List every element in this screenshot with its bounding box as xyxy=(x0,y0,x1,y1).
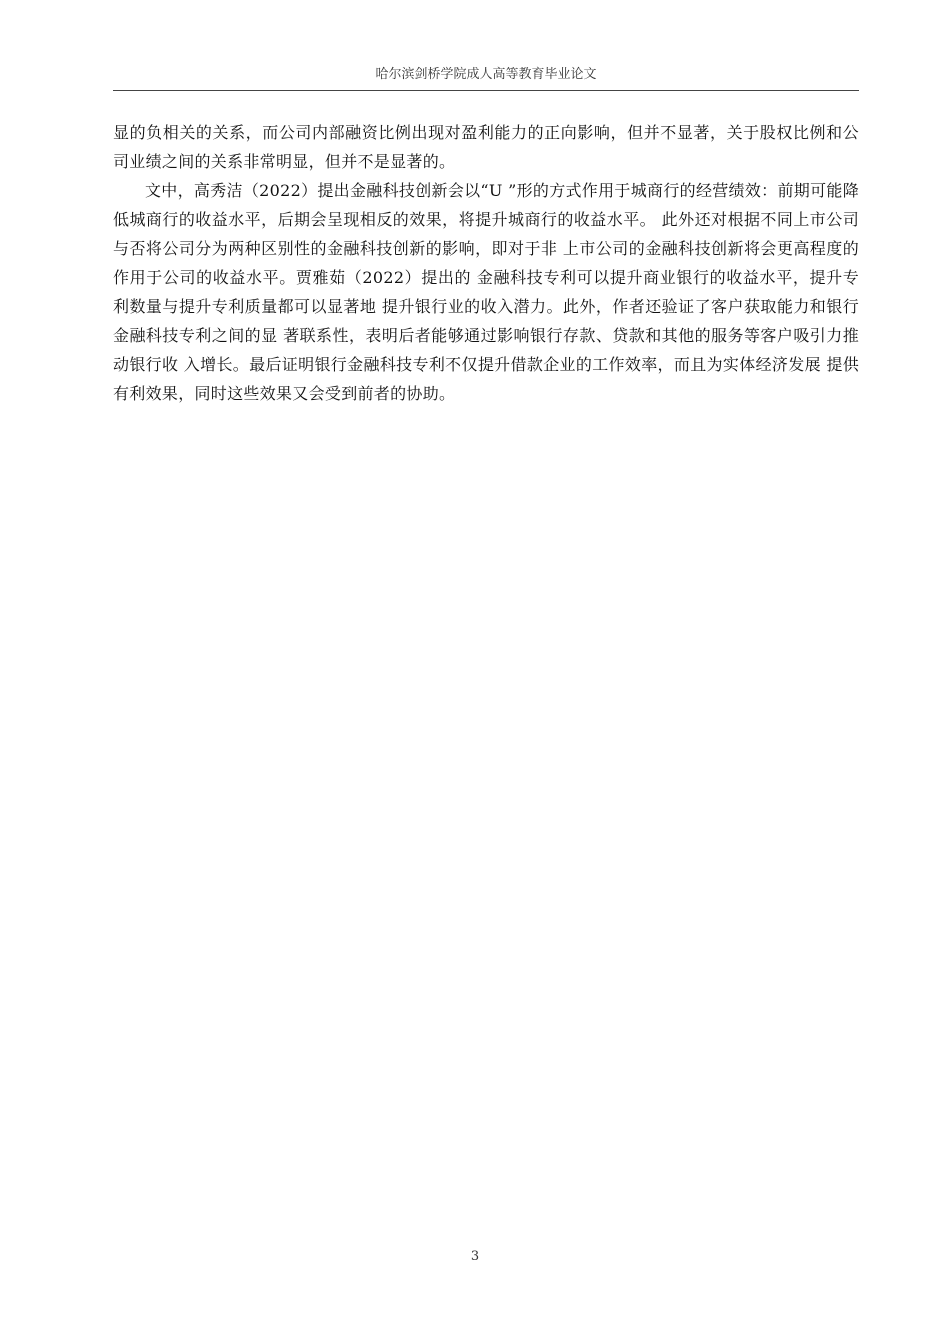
page-header xyxy=(113,66,859,91)
paragraph-literature-review: 文中，高秀洁（2022）提出金融科技创新会以“U ”形的方式作用于城商行的经营绩效：前期可能降低城商行的收益水平，后期会呈现相反的效果，将提升城商行的收益水平。 此外还对根据不同上市公司与否将公司分为两种区别性的金融科技创新的影响，即对于非 上市公司的金融科技创新将会更高程度的作用于公司的收益水平。贾雅茹（2022）提出的 金融科技专利可以提升商业银行的收益水平，提升专利数量与提升专利质量都可以显著地 提升银行业的收入潜力。此外，作者还验证了客户获取能力和银行金融科技专利之间的显 著联系性，表明后者能够通过影响银行存款、贷款和其他的服务等客户吸引力推动银行收 入增长。最后证明银行金融科技专利不仅提升借款企业的工作效率，而且为实体经济发展 提供有利效果，同时这些效果又会受到前者的协助。 xyxy=(113,181,859,403)
paragraph-continuation: 显的负相关的关系，而公司内部融资比例出现对盈利能力的正向影响，但并不显著，关于股权比例和公司业绩之间的关系非常明显，但并不是显著的。 xyxy=(113,123,859,171)
page-number: 3 xyxy=(470,1249,480,1264)
body-text xyxy=(113,118,859,408)
header-title: 哈尔滨剑桥学院成人高等教育毕业论文 xyxy=(375,67,597,82)
